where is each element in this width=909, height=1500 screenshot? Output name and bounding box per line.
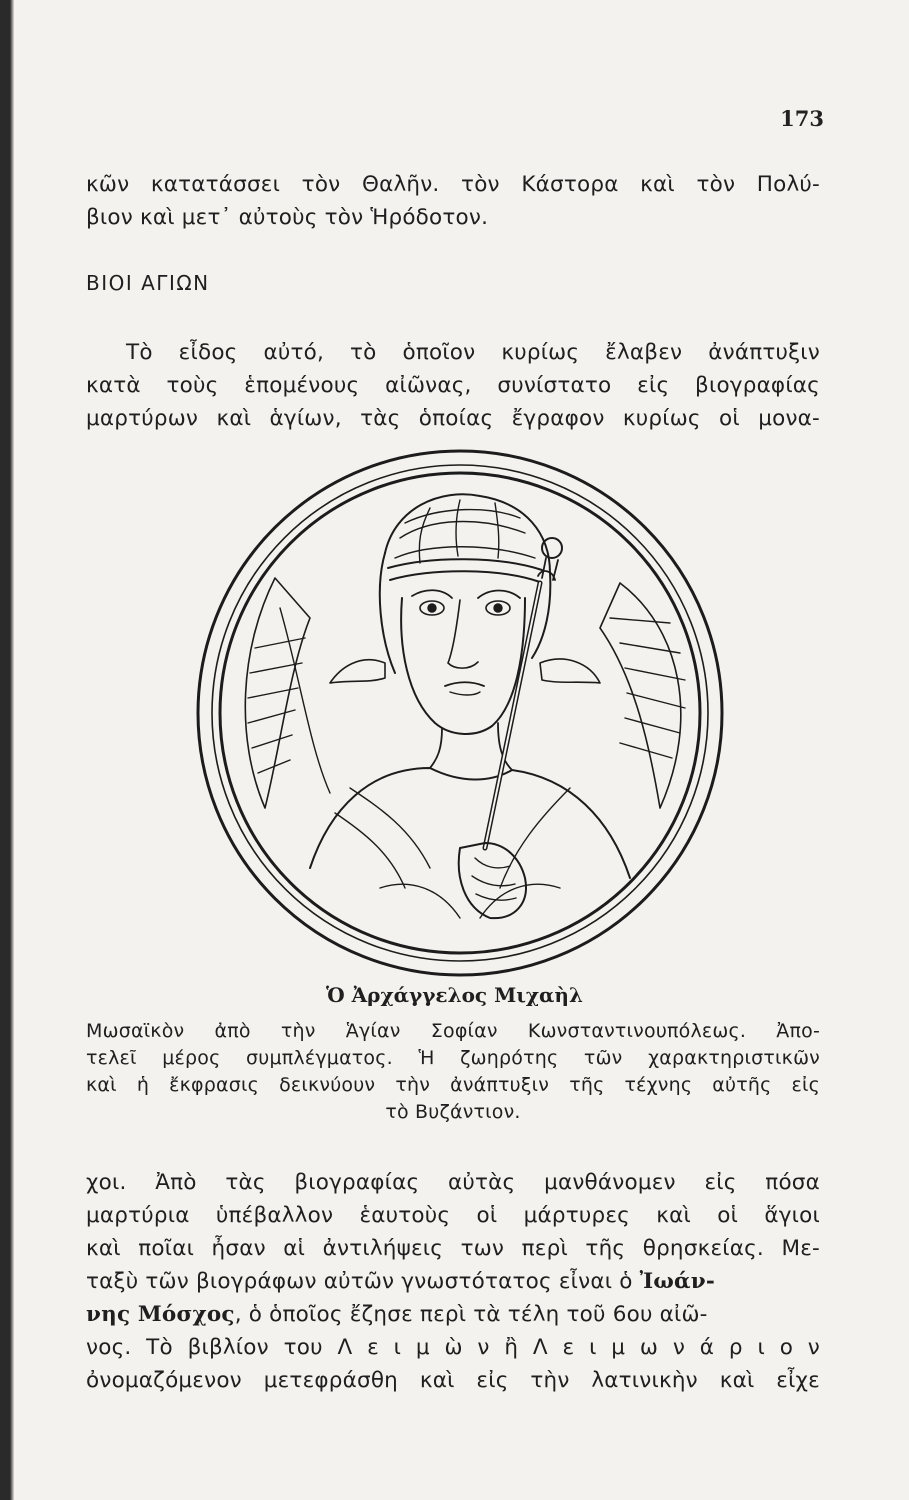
text-line: κῶν κατατάσσει τὸν Θαλῆν. τὸν Κάστορα καὶ τὸν Πολύ- (86, 172, 820, 197)
caption-line: τελεῖ μέρος συμπλέγματος. Ἡ ζωηρότης τῶν χαρακτηριστικῶν (86, 1047, 820, 1069)
caption-line: καὶ ἡ ἔκφρασις δεικνύουν τὴν ἀνάπτυξιν τῆς τέχνης αὐτῆς εἰς (86, 1074, 820, 1096)
figure-caption (86, 1018, 820, 1126)
text-segment: ταξὺ τῶν βιογράφων αὐτῶν γνωστότατος εἶναι ὁ (86, 1269, 640, 1294)
caption-line: Μωσαϊκὸν ἀπὸ τὴν Ἁγίαν Σοφίαν Κωνσταντινουπόλεως. Ἀπο- (86, 1020, 820, 1042)
intro-paragraph (86, 336, 820, 435)
text-segment: , ὁ ὁποῖος ἔζησε περὶ τὰ τέλη τοῦ 6ου αἰῶ- (234, 1302, 708, 1327)
caption-line: τὸ Βυζάντιον. (385, 1101, 521, 1123)
name-bold-part2: νης Μόσχος (86, 1302, 235, 1327)
text-line: καὶ ποῖαι ἦσαν αἱ ἀντιλήψεις των περὶ τῆς θρησκείας. Με- (86, 1236, 820, 1261)
text-line: Τὸ εἶδος αὐτό, τὸ ὁποῖον κυρίως ἔλαβεν ἀνάπτυξιν (126, 340, 820, 365)
top-paragraph (86, 168, 820, 234)
name-bold-part1: Ἰωάν- (639, 1269, 715, 1294)
archangel-medallion-illustration (180, 448, 740, 978)
page-number: 173 (780, 106, 824, 131)
section-heading: ΒΙΟΙ ΑΓΙΩΝ (86, 271, 210, 295)
text-line: χοι. Ἀπὸ τὰς βιογραφίας αὐτὰς μανθάνομεν εἰς πόσα (86, 1170, 820, 1195)
text-line: μαρτύρια ὑπέβαλλον ἑαυτοὺς οἱ μάρτυρες καὶ οἱ ἅγιοι (86, 1203, 820, 1228)
text-line: ὀνομαζόμενον μετεφράσθη καὶ εἰς τὴν λατινικὴν καὶ εἶχε (86, 1368, 820, 1393)
text-line: μαρτύρων καὶ ἁγίων, τὰς ὁποίας ἔγραφον κυρίως οἱ μονα- (86, 406, 820, 431)
text-line: κατὰ τοὺς ἑπομένους αἰῶνας, συνίστατο εἰς βιογραφίας (86, 373, 820, 398)
page-edge-shadow (0, 0, 14, 1500)
text-line: βιον καὶ μετ᾽ αὐτοὺς τὸν Ἡρόδοτον. (86, 205, 489, 230)
text-line (86, 1298, 820, 1331)
text-line: νος. Τὸ βιβλίον του Λ ε ι μ ὼ ν ἢ Λ ε ι μ ω ν ά ρ ι ο ν (86, 1335, 820, 1360)
bottom-paragraph (86, 1166, 820, 1397)
figure-caption-title: Ὁ Ἀρχάγγελος Μιχαὴλ (325, 983, 583, 1007)
text-line (86, 1265, 820, 1298)
